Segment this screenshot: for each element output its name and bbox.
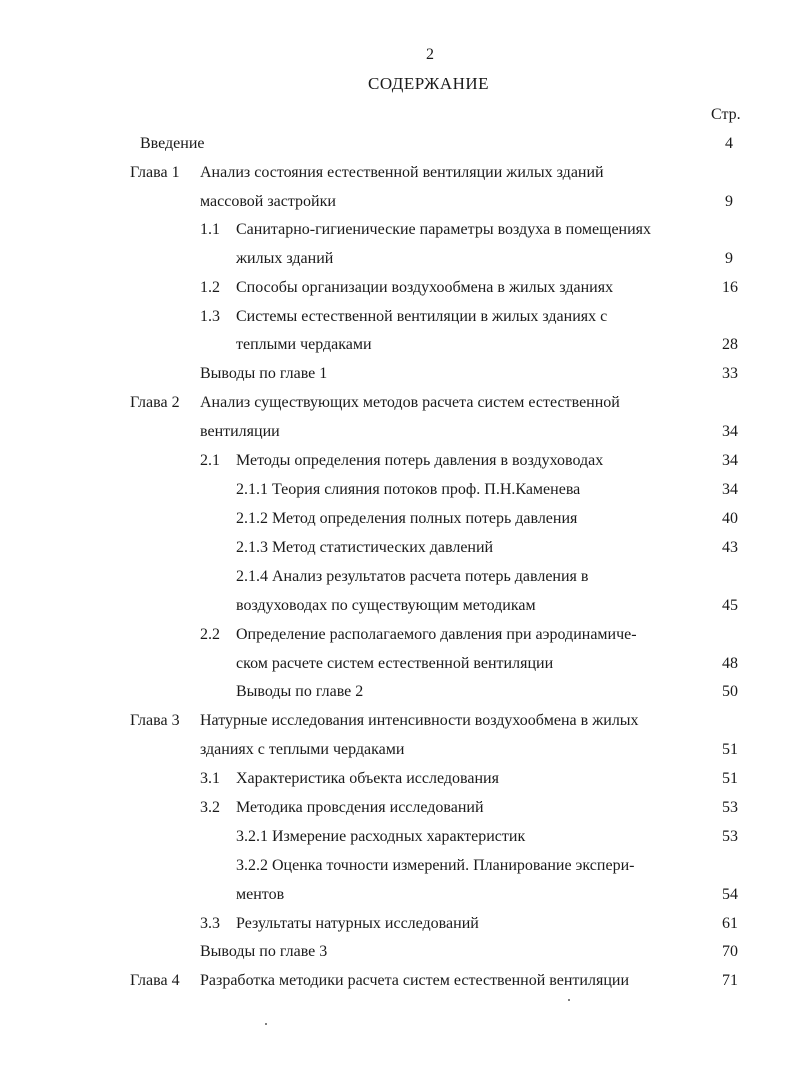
toc-conclusions: Выводы по главе 1 <box>200 365 328 382</box>
toc-section-number: 3.3 <box>200 915 220 932</box>
toc-page-number: 53 <box>722 799 738 816</box>
toc-subsection-continued: ментов <box>236 886 285 903</box>
toc-conclusions: Выводы по главе 2 <box>236 683 364 700</box>
toc-page-number: 48 <box>722 655 738 672</box>
toc-section-title: Методика провсдения исследований <box>236 799 484 816</box>
toc-section-title-continued: ском расчете систем естественной вентиляции <box>236 655 554 672</box>
toc-section-number: 2.2 <box>200 626 220 643</box>
toc-section-number: 1.2 <box>200 279 220 296</box>
toc-section-title-continued: теплыми чердаками <box>236 336 372 353</box>
toc-page-number: 34 <box>722 423 738 440</box>
toc-subsection: 2.1.4 Анализ результатов расчета потерь давления в <box>236 568 589 585</box>
toc-chapter-title-continued: массовой застройки <box>200 193 336 210</box>
toc-section-title: Системы естественной вентиляции в жилых зданиях с <box>236 308 608 325</box>
toc-chapter-title: Разработка методики расчета систем естественной вентиляции <box>200 972 630 989</box>
toc-page-number: 34 <box>722 452 738 469</box>
toc-section-number: 1.1 <box>200 221 220 238</box>
toc-section-number: 3.2 <box>200 799 220 816</box>
toc-page-number: 4 <box>725 135 733 152</box>
toc-subsection: 2.1.3 Метод статистических давлений <box>236 539 494 556</box>
toc-section-title: Характеристика объекта исследования <box>236 770 499 787</box>
toc-subsection: 3.2.1 Измерение расходных характеристик <box>236 828 526 845</box>
toc-section-title-continued: жилых зданий <box>236 250 334 267</box>
toc-page-number: 45 <box>722 597 738 614</box>
toc-page-number: 54 <box>722 886 738 903</box>
toc-page-number: 9 <box>725 250 733 267</box>
toc-chapter-label: Глава 4 <box>130 972 180 989</box>
page-number: 2 <box>426 46 434 63</box>
toc-page-number: 33 <box>722 365 738 382</box>
toc-page-number: 16 <box>722 279 738 296</box>
toc-introduction: Введение <box>140 135 205 152</box>
toc-chapter-title: Анализ существующих методов расчета систем естественной <box>200 394 620 411</box>
toc-section-title: Санитарно-гигиенические параметры воздуха в помещениях <box>236 221 652 238</box>
toc-section-title: Способы организации воздухообмена в жилых зданиях <box>236 279 614 296</box>
toc-page-number: 51 <box>722 741 738 758</box>
toc-chapter-label: Глава 2 <box>130 394 180 411</box>
scan-speck <box>265 1023 267 1025</box>
toc-page-number: 53 <box>722 828 738 845</box>
toc-page-number: 34 <box>722 481 738 498</box>
toc-chapter-title: Натурные исследования интенсивности воздухообмена в жилых <box>200 712 639 729</box>
toc-chapter-title-continued: зданиях с теплыми чердаками <box>200 741 405 758</box>
toc-section-title: Результаты натурных исследований <box>236 915 479 932</box>
toc-chapter-title-continued: вентиляции <box>200 423 280 440</box>
toc-chapter-label: Глава 3 <box>130 712 180 729</box>
toc-page-number: 9 <box>725 193 733 210</box>
toc-section-title: Определение располагаемого давления при аэродинамиче- <box>236 626 637 643</box>
toc-page-number: 43 <box>722 539 738 556</box>
toc-chapter-label: Глава 1 <box>130 164 180 181</box>
toc-section-number: 2.1 <box>200 452 220 469</box>
toc-chapter-title: Анализ состояния естественной вентиляции жилых зданий <box>200 164 604 181</box>
toc-page-number: 50 <box>722 683 738 700</box>
toc-subsection: 2.1.2 Метод определения полных потерь давления <box>236 510 578 527</box>
toc-subsection-continued: воздуховодах по существующим методикам <box>236 597 536 614</box>
toc-subsection: 3.2.2 Оценка точности измерений. Планирование экспери- <box>236 857 635 874</box>
toc-subsection: 2.1.1 Теория слияния потоков проф. П.Н.Каменева <box>236 481 581 498</box>
toc-page-number: 40 <box>722 510 738 527</box>
toc-conclusions: Выводы по главе 3 <box>200 943 328 960</box>
page-title: СОДЕРЖАНИЕ <box>368 74 490 93</box>
toc-page-number: 51 <box>722 770 738 787</box>
toc-page-number: 70 <box>722 943 738 960</box>
toc-section-number: 1.3 <box>200 308 220 325</box>
toc-section-title: Методы определения потерь давления в воздуховодах <box>236 452 604 469</box>
toc-section-number: 3.1 <box>200 770 220 787</box>
toc-page-number: 71 <box>722 972 738 989</box>
scan-speck <box>568 999 570 1001</box>
page-column-header: Стр. <box>711 106 741 123</box>
toc-page-number: 28 <box>722 336 738 353</box>
toc-page-number: 61 <box>722 915 738 932</box>
